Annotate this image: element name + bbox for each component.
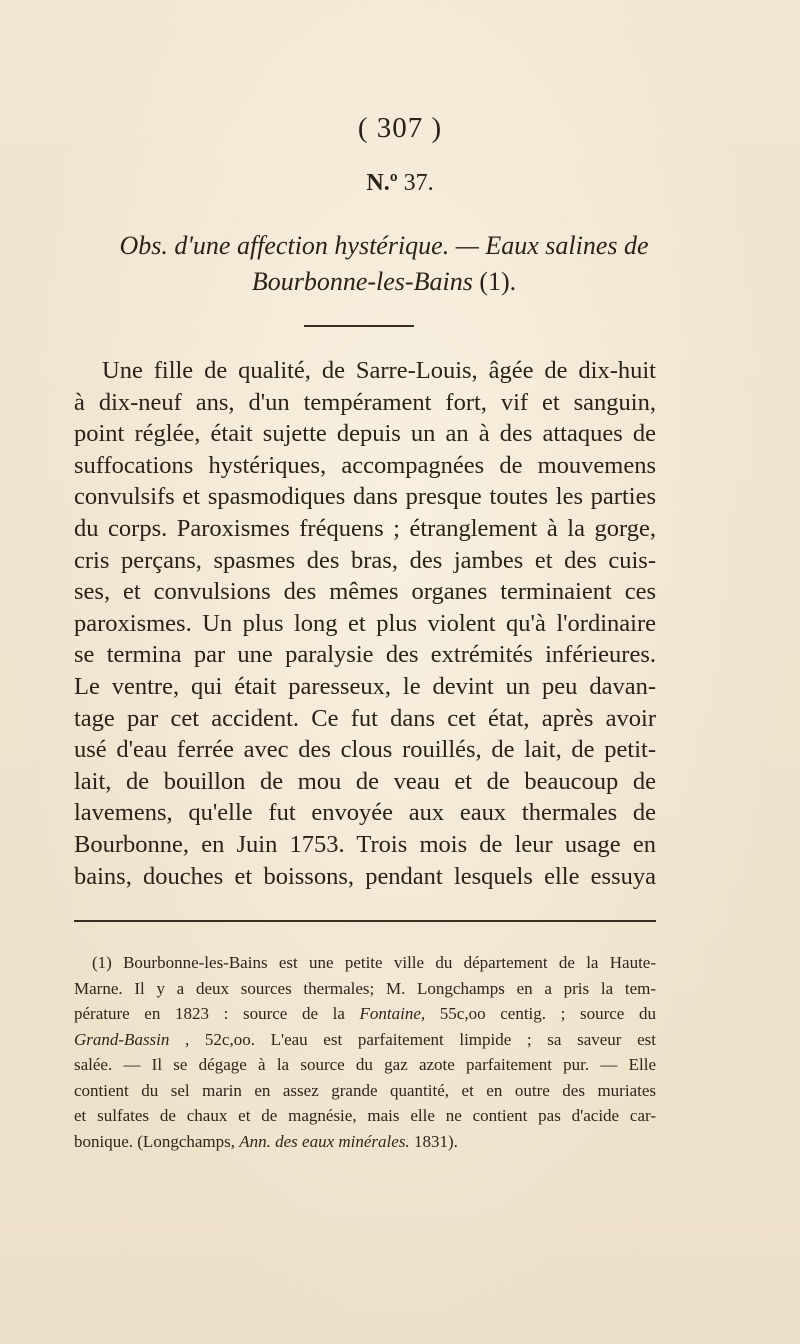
body-line: bains, douches et boissons, pendant lesquels elle essuya <box>74 862 656 890</box>
footnote-line: contient du sel marin en assez grande quantité, et en outre des muriates <box>74 1080 656 1100</box>
footnote-text: 52c,oo. L'eau est parfaitement limpide ; sa saveur est <box>189 1029 656 1049</box>
body-line: ses, et convulsions des mêmes organes terminaient ces <box>74 578 656 606</box>
body-line: Une fille de qualité, de Sarre-Louis, âgée de dix-huit <box>102 357 656 384</box>
footnote-reference: (1). <box>479 267 517 296</box>
footnote-line: (1) Bourbonne-les-Bains est une petite ville du département de la Haute- <box>92 953 656 972</box>
article-number-label: N.º <box>366 170 398 196</box>
observation-title <box>78 228 690 300</box>
footnote-text: 1831). <box>409 1131 458 1151</box>
body-line: suffocations hystériques, accompagnées de mouvemens <box>74 451 656 479</box>
body-line: usé d'eau ferrée avec des clous rouillés, de lait, de petit- <box>74 736 656 764</box>
body-line: du corps. Paroxismes fréquens ; étranglement à la gorge, <box>74 514 656 542</box>
observation-title-line-2 <box>78 264 690 300</box>
article-number <box>0 170 800 197</box>
body-line: paroxismes. Un plus long et plus violent qu'à l'ordinaire <box>74 609 656 637</box>
page-number: ( 307 ) <box>357 112 443 144</box>
body-line: Le ventre, qui était paresseux, le devint un peu davan- <box>74 672 656 700</box>
footnote-line: Marne. Il y a deux sources thermales; M. Longchamps en a pris la tem- <box>74 978 656 998</box>
body-line: cris perçans, spasmes des bras, des jambes et des cuis- <box>74 546 656 574</box>
footnote-italic: Grand-Bassin , <box>74 1029 190 1049</box>
footnote-line: et sulfates de chaux et de magnésie, mais elle ne contient pas d'acide car- <box>74 1106 656 1125</box>
title-divider <box>304 325 414 327</box>
footnote-text: pérature en 1823 : source de la <box>74 1004 360 1023</box>
footnote-text: 55c,oo centig. ; source du <box>425 1004 656 1023</box>
body-line: convulsifs et spasmodiques dans presque toutes les parties <box>74 483 656 511</box>
body-line: lavemens, qu'elle fut envoyée aux eaux thermales de <box>74 799 656 827</box>
body-line: tage par cet accident. Ce fut dans cet état, après avoir <box>74 704 656 732</box>
footnote-line <box>74 1129 656 1155</box>
footnote-italic: Fontaine, <box>359 1004 426 1023</box>
footnote-divider <box>74 920 656 922</box>
footnote-line: salée. — Il se dégage à la source du gaz azote parfaitement pur. — Elle <box>74 1055 656 1074</box>
footnote-line <box>74 1027 656 1053</box>
body-line: Bourbonne, en Juin 1753. Trois mois de leur usage en <box>74 830 656 858</box>
footnote <box>74 950 656 1154</box>
body-line: point réglée, était sujette depuis un an à des attaques de <box>74 420 656 448</box>
footnote-line <box>74 1001 656 1027</box>
observation-title-line-1: Obs. d'une affection hystérique. — Eaux salines de <box>119 231 649 260</box>
body-line: se termina par une paralysie des extrémités inférieures. <box>74 641 656 669</box>
footnote-italic: Ann. des eaux minérales. <box>239 1131 410 1151</box>
body-line: lait, de bouillon de mou de veau et de beaucoup de <box>74 767 656 795</box>
body-line: à dix-neuf ans, d'un tempérament fort, vif et sanguin, <box>74 388 656 416</box>
observation-title-place: Bourbonne-les-Bains <box>251 267 473 296</box>
footnote-text: bonique. (Longchamps, <box>74 1131 240 1151</box>
body-paragraph <box>74 355 656 892</box>
article-number-value: 37. <box>403 170 434 196</box>
